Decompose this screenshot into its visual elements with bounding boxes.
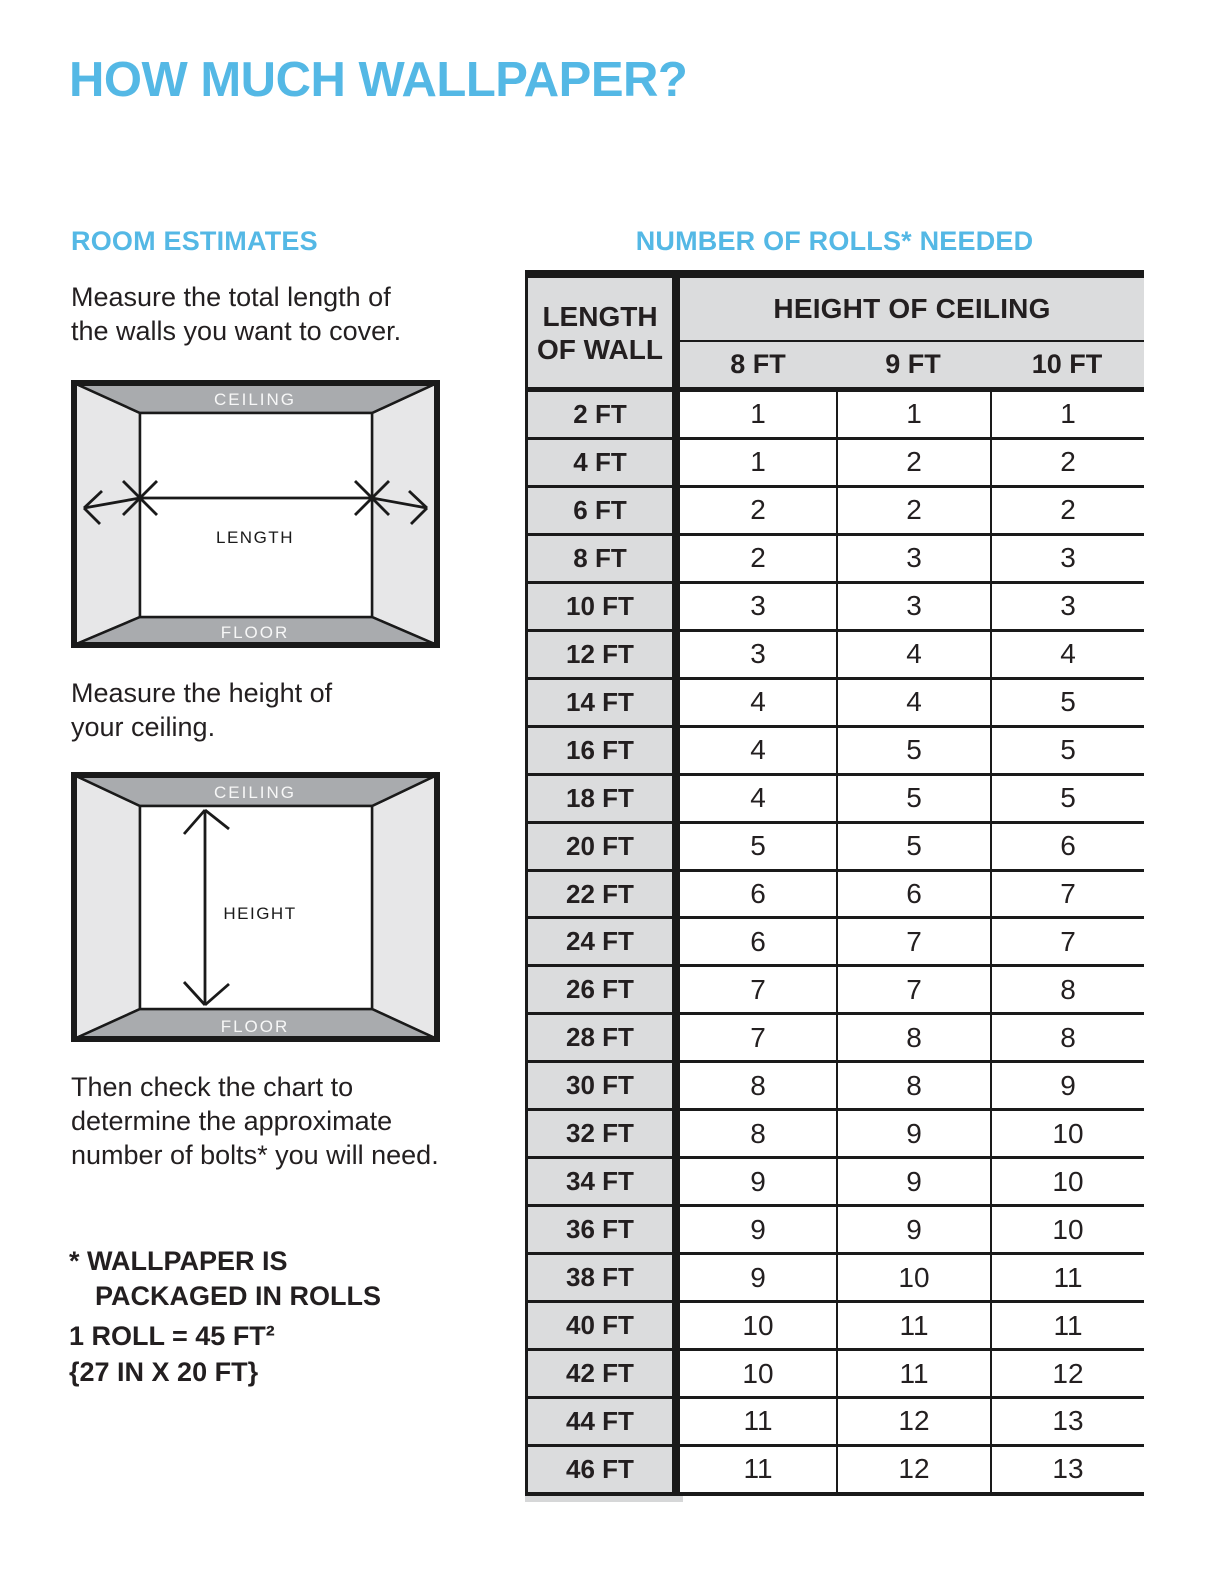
cell-value: 1 (750, 398, 766, 430)
floor-label: FLOOR (220, 623, 290, 642)
left-wall (74, 383, 140, 645)
row-label: 14 FT (525, 680, 680, 725)
cell-value: 2 (990, 440, 1144, 485)
cell-value: 2 (836, 440, 990, 485)
cell-value: 8 (990, 967, 1144, 1012)
cell-value: 5 (750, 830, 766, 862)
row-label: 12 FT (525, 632, 680, 677)
cell-value: 5 (836, 824, 990, 869)
height-label: HEIGHT (223, 904, 297, 923)
room-height-diagram (71, 772, 440, 1042)
footnote-line: PACKAGED IN ROLLS (95, 1281, 382, 1311)
cell-value: 5 (836, 776, 990, 821)
cell-value: 10 (990, 1207, 1144, 1252)
instruction-line: determine the approximate (71, 1106, 393, 1136)
row-label: 4 FT (525, 440, 680, 485)
ceiling-label: CEILING (213, 783, 297, 802)
table-body (525, 392, 1144, 1492)
table-header (525, 278, 1144, 387)
rolls-needed-heading: NUMBER OF ROLLS* NEEDED (635, 226, 1034, 256)
row-label: 22 FT (525, 872, 680, 917)
cell-value: 9 (750, 1261, 766, 1293)
cell-value: 12 (836, 1399, 990, 1444)
cell-value: 6 (990, 824, 1144, 869)
cell-value: 1 (836, 392, 990, 437)
rolls-table (525, 270, 1144, 1502)
cell-value: 11 (836, 1303, 990, 1348)
cell-value: 7 (990, 919, 1144, 964)
row-label: 6 FT (525, 488, 680, 533)
cell-value: 4 (836, 680, 990, 725)
cell-value: 7 (836, 919, 990, 964)
instruction-check-chart (71, 1070, 439, 1172)
table-row (525, 824, 1144, 872)
row-label: 18 FT (525, 776, 680, 821)
cell-value: 3 (990, 536, 1144, 581)
row-label: 34 FT (525, 1159, 680, 1204)
cell-value: 11 (743, 1405, 773, 1437)
room-height-diagram-svg (71, 772, 440, 1042)
cell-value: 6 (750, 878, 766, 909)
floor-label: FLOOR (220, 1017, 290, 1036)
room-estimates-heading: ROOM ESTIMATES (71, 226, 318, 256)
table-row (525, 1255, 1144, 1303)
column-header: 9 FT (885, 349, 941, 379)
cell-value: 7 (990, 872, 1144, 917)
row-label: 24 FT (525, 919, 680, 964)
instruction-line: number of bolts* you will need. (71, 1140, 439, 1170)
instruction-line: Then check the chart to (71, 1072, 354, 1102)
page-title: HOW MUCH WALLPAPER? (69, 53, 688, 107)
column-header: 8 FT (730, 349, 786, 379)
table-row (525, 1159, 1144, 1207)
row-label: 8 FT (525, 536, 680, 581)
row-label: 16 FT (525, 728, 680, 773)
table-row (525, 1447, 1144, 1492)
cell-value: 13 (990, 1447, 1144, 1492)
column-header: 10 FT (1031, 349, 1103, 379)
row-label: 40 FT (525, 1303, 680, 1348)
right-wall (372, 775, 437, 1039)
back-wall (140, 413, 372, 617)
cell-value: 8 (836, 1063, 990, 1108)
cell-value: 13 (990, 1399, 1144, 1444)
cell-value: 12 (990, 1351, 1144, 1396)
row-label: 42 FT (525, 1351, 680, 1396)
table-row (525, 1063, 1144, 1111)
instruction-measure-height (71, 676, 332, 744)
header-line: OF WALL (537, 333, 663, 365)
wallpaper-rolls-footnote (69, 1244, 381, 1314)
table-row (525, 776, 1144, 824)
cell-value: 8 (836, 1015, 990, 1060)
cell-value: 4 (750, 734, 766, 766)
length-of-wall-header (525, 278, 680, 387)
table-row (525, 1207, 1144, 1255)
table-row (525, 584, 1144, 632)
cell-value: 5 (990, 680, 1144, 725)
cell-value: 2 (750, 494, 766, 526)
cell-value: 10 (742, 1357, 774, 1389)
instruction-measure-length (71, 280, 401, 348)
height-of-ceiling-header: HEIGHT OF CEILING (680, 278, 1144, 342)
table-row (525, 392, 1144, 440)
cell-value: 8 (750, 1069, 766, 1101)
row-label: 26 FT (525, 967, 680, 1012)
instruction-line: your ceiling. (71, 712, 216, 742)
table-top-border (525, 270, 1144, 278)
cell-value: 9 (990, 1063, 1144, 1108)
column-headers (680, 342, 1144, 387)
table-row (525, 1015, 1144, 1063)
row-label: 10 FT (525, 584, 680, 629)
cell-value: 3 (836, 536, 990, 581)
cell-value: 3 (750, 638, 766, 670)
table-row (525, 536, 1144, 584)
cell-value: 4 (836, 632, 990, 677)
table-row (525, 632, 1144, 680)
cell-value: 3 (750, 590, 766, 622)
cell-value: 10 (990, 1159, 1144, 1204)
cell-value: 11 (990, 1303, 1144, 1348)
cell-value: 4 (750, 686, 766, 718)
length-label: LENGTH (216, 528, 294, 547)
row-label: 38 FT (525, 1255, 680, 1300)
cell-value: 11 (836, 1351, 990, 1396)
table-row (525, 872, 1144, 920)
table-row (525, 488, 1144, 536)
table-row (525, 1399, 1144, 1447)
cell-value: 1 (990, 392, 1144, 437)
table-row (525, 967, 1144, 1015)
cell-value: 12 (836, 1447, 990, 1492)
cell-value: 8 (750, 1117, 766, 1149)
cell-value: 2 (836, 488, 990, 533)
room-length-diagram-svg (71, 380, 440, 648)
roll-spec-line: {27 IN X 20 FT} (69, 1357, 259, 1387)
cell-value: 10 (742, 1309, 774, 1341)
room-length-diagram (71, 380, 440, 648)
cell-value: 11 (990, 1255, 1144, 1300)
cell-value: 4 (990, 632, 1144, 677)
row-label: 28 FT (525, 1015, 680, 1060)
table-row (525, 1351, 1144, 1399)
table-row (525, 728, 1144, 776)
table-row (525, 919, 1144, 967)
cell-value: 2 (750, 542, 766, 574)
ceiling-label: CEILING (213, 390, 297, 409)
table-bottom-shadow (525, 1496, 683, 1502)
cell-value: 8 (990, 1015, 1144, 1060)
roll-spec-line: 1 ROLL = 45 FT² (69, 1321, 275, 1351)
instruction-line: the walls you want to cover. (71, 316, 402, 346)
row-label: 2 FT (525, 392, 680, 437)
header-line: LENGTH (542, 300, 658, 332)
instruction-line: Measure the total length of (71, 282, 391, 312)
cell-value: 10 (836, 1255, 990, 1300)
row-label: 30 FT (525, 1063, 680, 1108)
cell-value: 3 (836, 584, 990, 629)
cell-value: 1 (750, 446, 766, 478)
row-label: 36 FT (525, 1207, 680, 1252)
table-row (525, 1303, 1144, 1351)
cell-value: 6 (836, 872, 990, 917)
cell-value: 3 (990, 584, 1144, 629)
table-row (525, 680, 1144, 728)
cell-value: 5 (990, 728, 1144, 773)
cell-value: 6 (750, 925, 766, 957)
right-wall (372, 383, 437, 645)
cell-value: 9 (836, 1111, 990, 1156)
row-label: 20 FT (525, 824, 680, 869)
instruction-line: Measure the height of (71, 678, 333, 708)
table-row (525, 440, 1144, 488)
left-wall (74, 775, 140, 1039)
cell-value: 10 (990, 1111, 1144, 1156)
cell-value: 2 (990, 488, 1144, 533)
cell-value: 7 (750, 1021, 766, 1053)
cell-value: 9 (750, 1213, 766, 1245)
cell-value: 9 (750, 1165, 766, 1197)
cell-value: 9 (836, 1207, 990, 1252)
cell-value: 4 (750, 782, 766, 814)
cell-value: 9 (836, 1159, 990, 1204)
roll-spec (69, 1318, 275, 1390)
cell-value: 7 (836, 967, 990, 1012)
cell-value: 5 (990, 776, 1144, 821)
row-label: 44 FT (525, 1399, 680, 1444)
cell-value: 11 (743, 1453, 773, 1485)
table-row (525, 1111, 1144, 1159)
footnote-line: * WALLPAPER IS (69, 1246, 288, 1276)
cell-value: 7 (750, 973, 766, 1005)
cell-value: 5 (836, 728, 990, 773)
row-label: 46 FT (525, 1447, 680, 1492)
row-label: 32 FT (525, 1111, 680, 1156)
